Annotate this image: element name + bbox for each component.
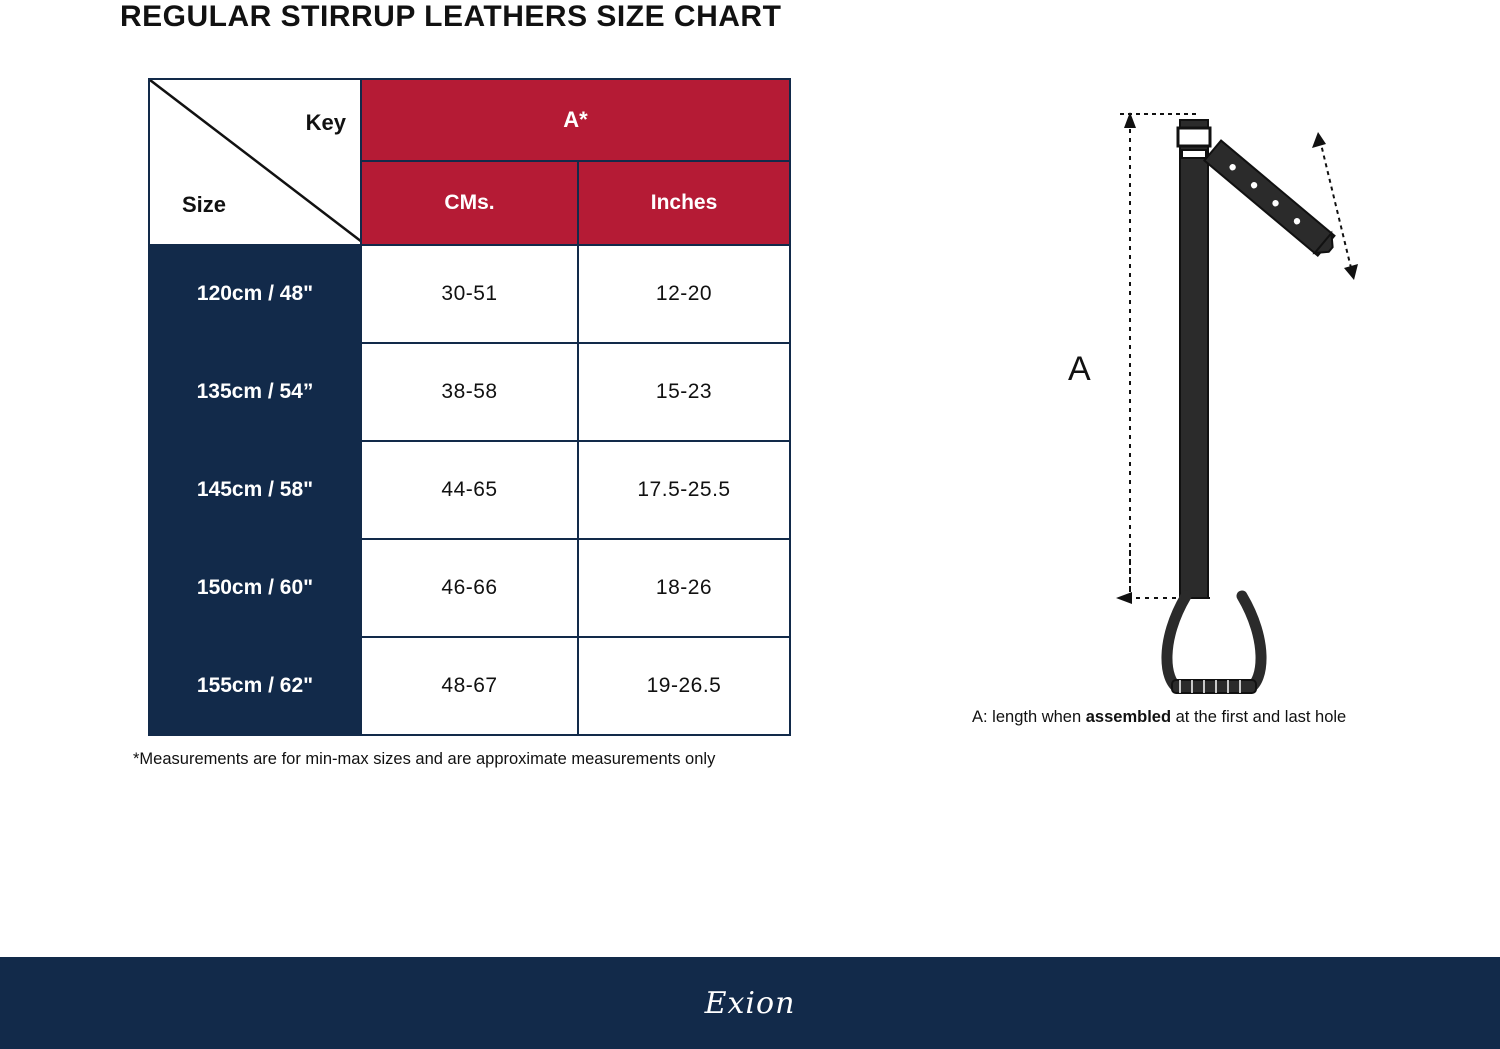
table-row [149,637,790,735]
row-size-label: 120cm / 48" [149,245,361,343]
stirrup-leather-diagram [1020,80,1440,710]
diagram-caption [972,708,1346,727]
table-header-row-group [149,79,790,161]
row-inches-value: 18-26 [578,539,790,637]
corner-key-label: Key [305,110,346,135]
measurements-footnote: *Measurements are for min-max sizes and are approximate measurements only [133,750,716,768]
stirrup-diagram-svg [1020,80,1440,710]
row-size-label: 145cm / 58" [149,441,361,539]
corner-diagonal-line [150,80,360,244]
table-row [149,343,790,441]
footer-bar [0,957,1500,1049]
table-row [149,245,790,343]
row-size-label: 155cm / 62" [149,637,361,735]
row-inches-value: 12-20 [578,245,790,343]
row-size-label: 150cm / 60" [149,539,361,637]
row-inches-value: 15-23 [578,343,790,441]
brand-logo: Exion [704,985,796,1021]
row-size-label: 135cm / 54” [149,343,361,441]
caption-pre-text: A: length when [972,708,1086,726]
table-corner-cell [149,79,361,245]
corner-size-label: Size [182,192,227,217]
row-cms-value: 46-66 [361,539,578,637]
row-cms-value: 30-51 [361,245,578,343]
size-chart-table [148,78,791,736]
row-inches-value: 17.5-25.5 [578,441,790,539]
page-title: REGULAR STIRRUP LEATHERS SIZE CHART [120,0,782,33]
row-cms-value: 38-58 [361,343,578,441]
caption-bold-text: assembled [1085,708,1172,726]
row-cms-value: 44-65 [361,441,578,539]
table-row [149,539,790,637]
row-inches-value: 19-26.5 [578,637,790,735]
table-group-header-a: A* [361,79,790,161]
dimension-label-a: A [1068,350,1091,388]
table-row [149,441,790,539]
table-column-header-cms: CMs. [361,161,578,245]
row-cms-value: 48-67 [361,637,578,735]
table-column-header-inches: Inches [578,161,790,245]
caption-post-text: at the first and last hole [1171,708,1347,726]
